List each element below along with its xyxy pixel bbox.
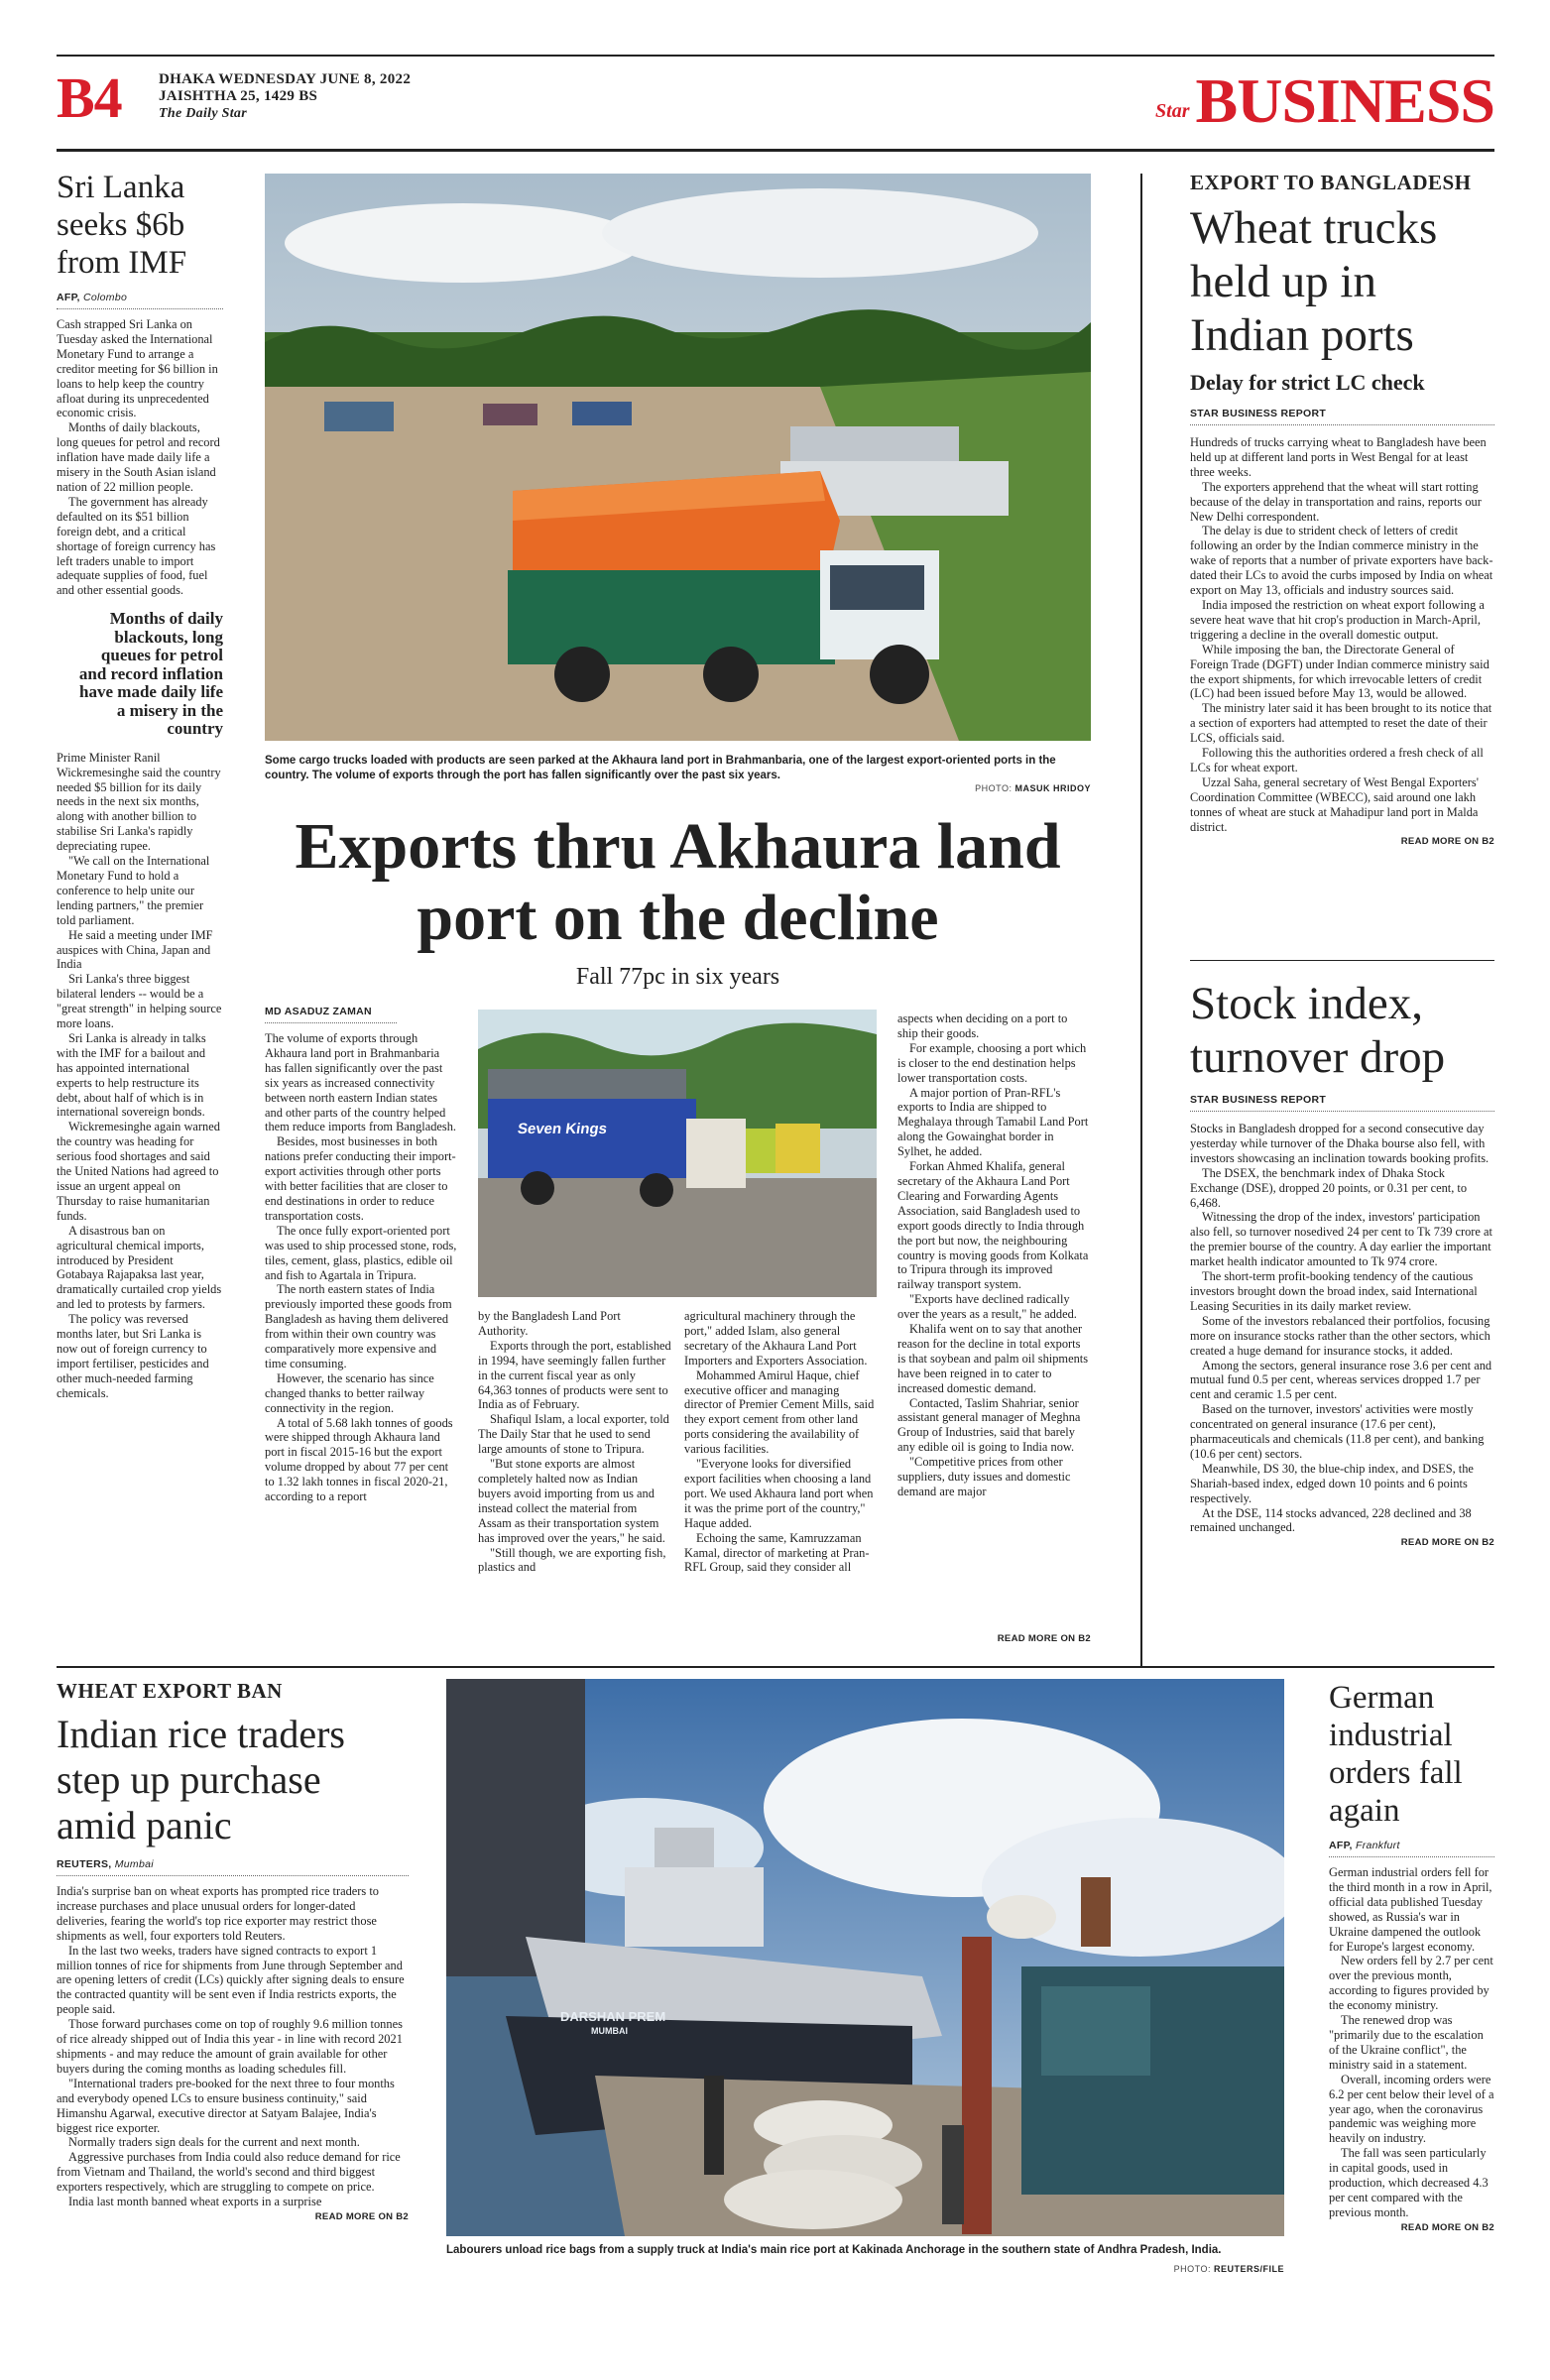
wheat-read-more[interactable]: READ MORE ON B2 [1400, 836, 1494, 848]
wheat-byline: STAR BUSINESS REPORT [1190, 408, 1494, 425]
wheat-subhead: Delay for strict LC check [1190, 370, 1425, 395]
wheat-headline: Wheat trucks held up in Indian ports [1190, 202, 1438, 361]
bangla-date: JAISHTHA 25, 1429 BS [159, 88, 318, 104]
german-headline: German industrial orders fall again [1329, 1680, 1463, 1829]
wheat-body: Hundreds of trucks carrying wheat to Bangladesh have been held up at different land ports in West Bengal for at least three weeks. The exporters apprehend that the wheat will start rotting because of the delay in transportation and rains, reports our New Delhi correspondent. The delay is due to strident check of letters of credit following an order by the Indian commerce ministry in the wake of reports that a number of private exporters have back-dated their LCs to avoid the curbs imposed by India on wheat export on May 13, officials and industry sources said. India imposed the restriction on wheat export following a severe heat wave that hit crop's production in March-April, triggering a decline in the overall domestic output. While imposing the ban, the Directorate General of Foreign Trade (DGFT) under Indian commerce ministry said the export shipments, for which irrevocable letters of credit (LC) had been issued before May 13, would be allowed. The ministry later said it has been brought to its notice that a section of exporters had attempted to reset the date of their LCS, officials said. Following this the authorities ordered a fresh check of all LCs for wheat export. Uzzal Saha, general secretary of West Bengal Exporters' Coordination Committee (WBECC), said around one lakh tonnes of wheat are stuck at Mahadipur land port in Malda district. [1190, 435, 1493, 834]
ship-port: MUMBAI [591, 2026, 628, 2036]
srilanka-byline: AFP, Colombo [57, 292, 223, 309]
stock-body: Stocks in Bangladesh dropped for a second consecutive day yesterday while turnover of the Dhaka bourse also fell, with investors showcasing an inclination towards booking profits. The DSEX, the benchmark index of Dhaka Stock Exchange (DSE), dropped 20 points, or 0.31 per cent, to 6,468. Witnessing the drop of the index, investors' participation also fell, so turnover nosedived 24 per cent to Tk 739 crore at the premier bourse of the country. A day earlier the important market health indicator amounted to Tk 974 crore. The short-term profit-booking tendency of the cautious investors brought down the broad index, said International Leasing Securities in its daily market review. Some of the investors rebalanced their portfolios, focusing more on insurance stocks rather than the other sectors, which created a huge demand for insurance stocks, it added. Among the sectors, general insurance rose 3.6 per cent and mutual fund 0.5 per cent, whereas services dropped 1.7 per cent and ceramic 1.5 per cent. Based on the turnover, investors' activities were mostly concentrated on general insurance (17.6 per cent), pharmaceuticals and chemicals (11.8 per cent), and banking (10.6 per cent) sectors. Meanwhile, DS 30, the blue-chip index, and DSES, the Shariah-based index, edged down 10 points and 6 points respectively. At the DSE, 114 stocks advanced, 228 declined and 38 remained unchanged. [1190, 1122, 1492, 1535]
inset-truck-label: Seven Kings [516, 1121, 609, 1137]
section-logo: Star [1155, 100, 1190, 122]
akhaura-read-more[interactable]: READ MORE ON B2 [997, 1633, 1091, 1644]
rice-photo-caption: Labourers unload rice bags from a supply truck at India's main rice port at Kakinada Anchorage in the southern state of Andhra Pradesh, India. [446, 2244, 1222, 2256]
rice-read-more[interactable]: READ MORE ON B2 [314, 2210, 409, 2222]
dateline [159, 71, 411, 122]
section-header [1091, 65, 1494, 136]
akhaura-trucks-photo [265, 174, 1091, 741]
akhaura-photo-caption: Some cargo trucks loaded with products are seen parked at the Akhaura land port in Brahmanbaria, one of the largest export-oriented ports in the country. The volume of exports through the port has fallen significantly over the past six years. [265, 755, 1056, 781]
rice-headline: Indian rice traders step up purchase amid panic [57, 1712, 345, 1847]
akhaura-photo-credit: PHOTO: MASUK HRIDOY [975, 783, 1091, 793]
rice-kicker: WHEAT EXPORT BAN [57, 1679, 283, 1703]
ship-name: DARSHAN PREM [560, 2009, 666, 2024]
rice-body: India's surprise ban on wheat exports has prompted rice traders to increase purchases and place unusual orders for longer-dated deliveries, fearing the world's top rice exporter may restrict those shipments as well, four exporters told Reuters. In the last two weeks, traders have signed contracts to export 1 million tonnes of rice for shipments from June through September and are opening letters of credit (LCs) quickly after signing deals to ensure the contracted quantity will be sent even if India restricts exports, the people said. Those forward purchases come on top of roughly 9.6 million tonnes of rice already shipped out of India this year - in line with record 2021 shipments - and may reduce the amount of grain available for other buyers during the coming months as loading schedules fill. "International traders pre-booked for the next three to four months and everybody opened LCs to ensure business continuity," said Himanshu Agarwal, executive director at Satyam Balajee, India's biggest rice exporter. Normally traders sign deals for the current and next month. Aggressive purchases from India could also reduce demand for rice from Vietnam and Thailand, the world's second and third biggest exporters respectively, which are struggling to compete on price. India last month banned wheat exports in a surprise [57, 1884, 405, 2209]
masthead-rule [57, 149, 1494, 152]
german-story [1329, 1679, 1494, 2233]
paper-name: The Daily Star [159, 106, 247, 121]
akhaura-inset-photo [478, 1010, 877, 1297]
date-line: DHAKA WEDNESDAY JUNE 8, 2022 [159, 71, 412, 87]
akhaura-col-1: The volume of exports through Akhaura land port in Brahmanbaria has fallen significantly over the past six years as increased connectivity between north eastern Indian states and other parts of the country helped them reduce imports from Bangladesh. Besides, most businesses in both nations prefer conducting their import-export activities through other ports with better facilities that are closer to end destinations in order to reduce transportation costs. The once fully export-oriented port was used to ship processed stone, rods, tiles, cement, glass, plastics, edible oil and fish to Agartala in Tripura. The north eastern states of India previously imported these goods from Bangladesh as having them delivered from within their own country was comparatively more expensive and time consuming. However, the scenario has since changed thanks to better railway connectivity in the region. A total of 5.68 lakh tonnes of goods were shipped through Akhaura land port in fiscal 2015-16 but the export volume dropped by about 77 per cent to 1.32 lakh tonnes in fiscal 2020-21, according to a report [265, 1031, 457, 1504]
section-title: BUSINESS [1195, 65, 1494, 136]
stock-headline: Stock index, turnover drop [1190, 978, 1446, 1083]
srilanka-body-2: Prime Minister Ranil Wickremesinghe said the country needed $5 billion for its daily needs in the next six months, along with another billion to stabilise Sri Lanka's rapidly depreciating rupee. "We call on the International Monetary Fund to hold a conference to help unite our lending partners," the premier told parliament. He said a meeting under IMF auspices with China, Japan and India Sri Lanka's three biggest bilateral lenders -- would be a "great strength" in helping source more loans. Sri Lanka is already in talks with the IMF for a bailout and has appointed international experts to help restructure its debt, about half of which is in international sovereign bonds. Wickremesinghe again warned the country was heading for serious food shortages and said the United Nations had agreed to issue an urgent appeal on Thursday to raise humanitarian funds. A disastrous ban on agricultural chemical imports, introduced by President Gotabaya Rajapaksa last year, dramatically curtailed crop yields and led to protests by farmers. The policy was reversed months later, but Sri Lanka is now out of foreign currency to import fertiliser, pesticides and other much-needed farming chemicals. [57, 750, 222, 1400]
top-rule [57, 55, 1494, 57]
lower-rule [57, 1666, 1494, 1668]
rice-byline: REUTERS, Mumbai [57, 1858, 409, 1876]
akhaura-col-2: by the Bangladesh Land Port Authority. Exports through the port, established in 1994, have seemingly fallen further in the current fiscal year as only 64,363 tonnes of products were sent to India as of February. Shafiqul Islam, a local exporter, told The Daily Star that he used to send large amounts of stone to Tripura. "But stone exports are almost completely halted now as Indian buyers avoid importing from us and instead collect the material from Assam as their transportation system has improved over the years," he said. "Still though, we are exporting fish, plastics and [478, 1309, 671, 1575]
column-rule [1140, 174, 1142, 1666]
page-number: B4 [57, 65, 122, 130]
srilanka-story [57, 169, 223, 1401]
stock-story [1190, 977, 1494, 1548]
akhaura-headline: Exports thru Akhaura land port on the decline [295, 810, 1061, 954]
rice-photo-credit: PHOTO: REUTERS/FILE [1173, 2264, 1284, 2274]
rice-port-photo [446, 1679, 1284, 2236]
german-byline: AFP, Frankfurt [1329, 1840, 1494, 1857]
german-read-more[interactable]: READ MORE ON B2 [1400, 2221, 1494, 2233]
srilanka-body-1: Cash strapped Sri Lanka on Tuesday asked the International Monetary Fund to arrange a creditor meeting for $6 billion in loans to help keep the country afloat during its unprecedented economic crisis. Months of daily blackouts, long queues for petrol and record inflation have made daily life a misery in the South Asian island nation of 22 million people. The government has already defaulted on its $51 billion foreign debt, and a critical shortage of foreign currency has left traders unable to import adequate supplies of food, fuel and other essential goods. [57, 317, 220, 598]
srilanka-headline: Sri Lanka seeks $6b from IMF [57, 170, 187, 281]
stock-read-more[interactable]: READ MORE ON B2 [1400, 1537, 1494, 1549]
wheat-kicker: EXPORT TO BANGLADESH [1190, 171, 1472, 194]
akhaura-col-4: aspects when deciding on a port to ship their goods. For example, choosing a port which is closer to the end destination helps lower transportation costs. A major portion of Pran-RFL's exports to India are shipped to Meghalaya through Tamabil Land Port along the Gowainghat border in Sylhet, he added. Forkan Ahmed Khalifa, general secretary of the Akhaura Land Port Clearing and Forwarding Agents Association, said Bangladesh used to export goods directly to India through the port but now, the neighbouring country is moving goods from Kolkata to Tripura through its improved railway transport system. "Exports have declined radically over the years as a result," he added. Khalifa went on to say that another reason for the decline in total exports is that soybean and palm oil shipments have been reigned in to cater to increased domestic demand. Contacted, Taslim Shahriar, senior assistant general manager of Meghna Group of Industries, said that barely any edible oil is going to India now. "Competitive prices from other suppliers, duty issues and domestic demand are major [897, 1012, 1089, 1498]
wheat-story [1190, 171, 1494, 847]
german-body: German industrial orders fell for the third month in a row in April, official data published Tuesday showed, as Russia's war in Ukraine dampened the outlook for Europe's largest economy. New orders fell by 2.7 per cent over the previous month, according to figures provided by the economy ministry. The renewed drop was "primarily due to the escalation of the Ukraine conflict", the ministry said in a statement. Overall, incoming orders were 6.2 per cent below their level of a year ago, when the coronavirus pandemic was weighing more heavily on industry. The fall was seen particularly in capital goods, used in production, which decreased 4.3 per cent compared with the previous month. [1329, 1865, 1494, 2219]
rice-story [57, 1679, 409, 2222]
wheat-stock-divider [1190, 960, 1494, 961]
akhaura-col-3: agricultural machinery through the port," added Islam, also general secretary of the Akhaura Land Port Importers and Exporters Association. Mohammed Amirul Haque, chief executive officer and managing director of Premier Cement Mills, said they export cement from other land ports considering the availability of various facilities. "Everyone looks for diversified export facilities when choosing a land port. We used Akhaura land port when it was the prime port of the country," Haque added. Echoing the same, Kamruzzaman Kamal, director of marketing at Pran-RFL Group, said they consider all [684, 1309, 875, 1575]
stock-byline: STAR BUSINESS REPORT [1190, 1094, 1494, 1112]
srilanka-pullquote: Months of daily blackouts, long queues for petrol and record inflation have made daily life a misery in the country [78, 609, 223, 739]
akhaura-subhead: Fall 77pc in six years [575, 964, 780, 990]
akhaura-byline: MD ASADUZ ZAMAN [265, 1006, 397, 1023]
